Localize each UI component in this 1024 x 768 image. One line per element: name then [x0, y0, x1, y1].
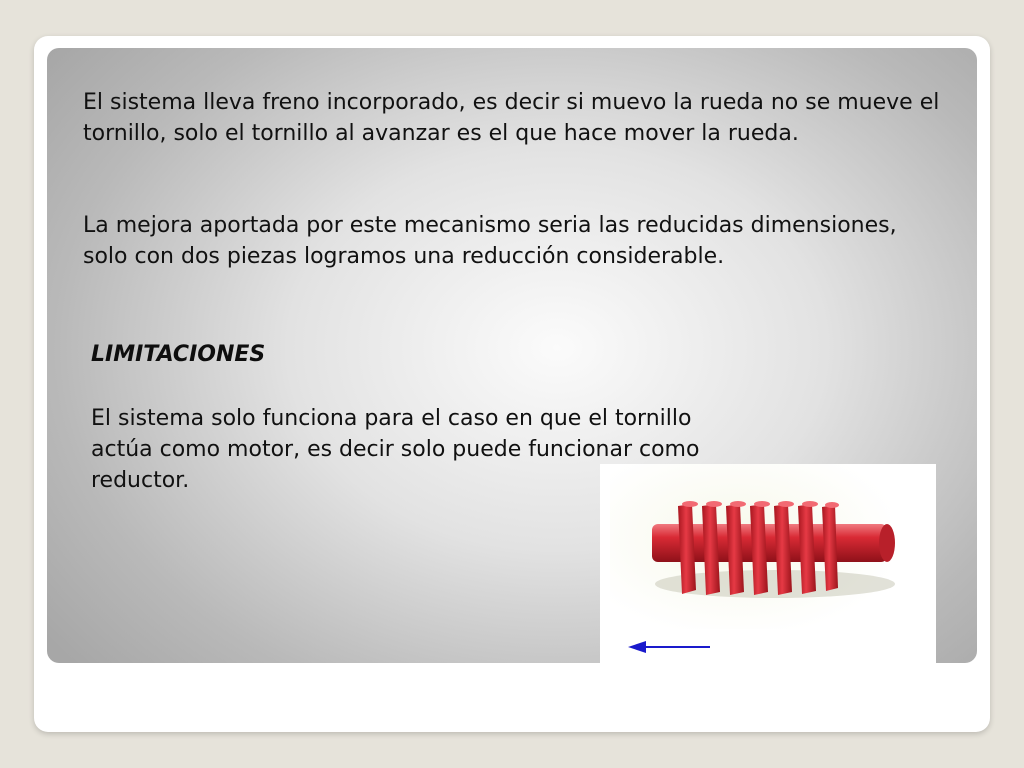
paragraph-improvement: La mejora aportada por este mecanismo seria las reducidas dimensiones, solo con dos piezas logramos una reducción considerable. — [83, 213, 897, 269]
paragraph-limitation: El sistema solo funciona para el caso en que el tornillo actúa como motor, es decir solo puede funcionar como reductor. — [91, 406, 700, 493]
worm-screw-image — [600, 464, 936, 663]
heading-limitaciones: LIMITACIONES — [91, 342, 266, 367]
paragraph-brake: El sistema lleva freno incorporado, es decir si muevo la rueda no se mueve el tornillo, solo el tornillo al avanzar es el que hace mover la rueda. — [83, 90, 940, 146]
